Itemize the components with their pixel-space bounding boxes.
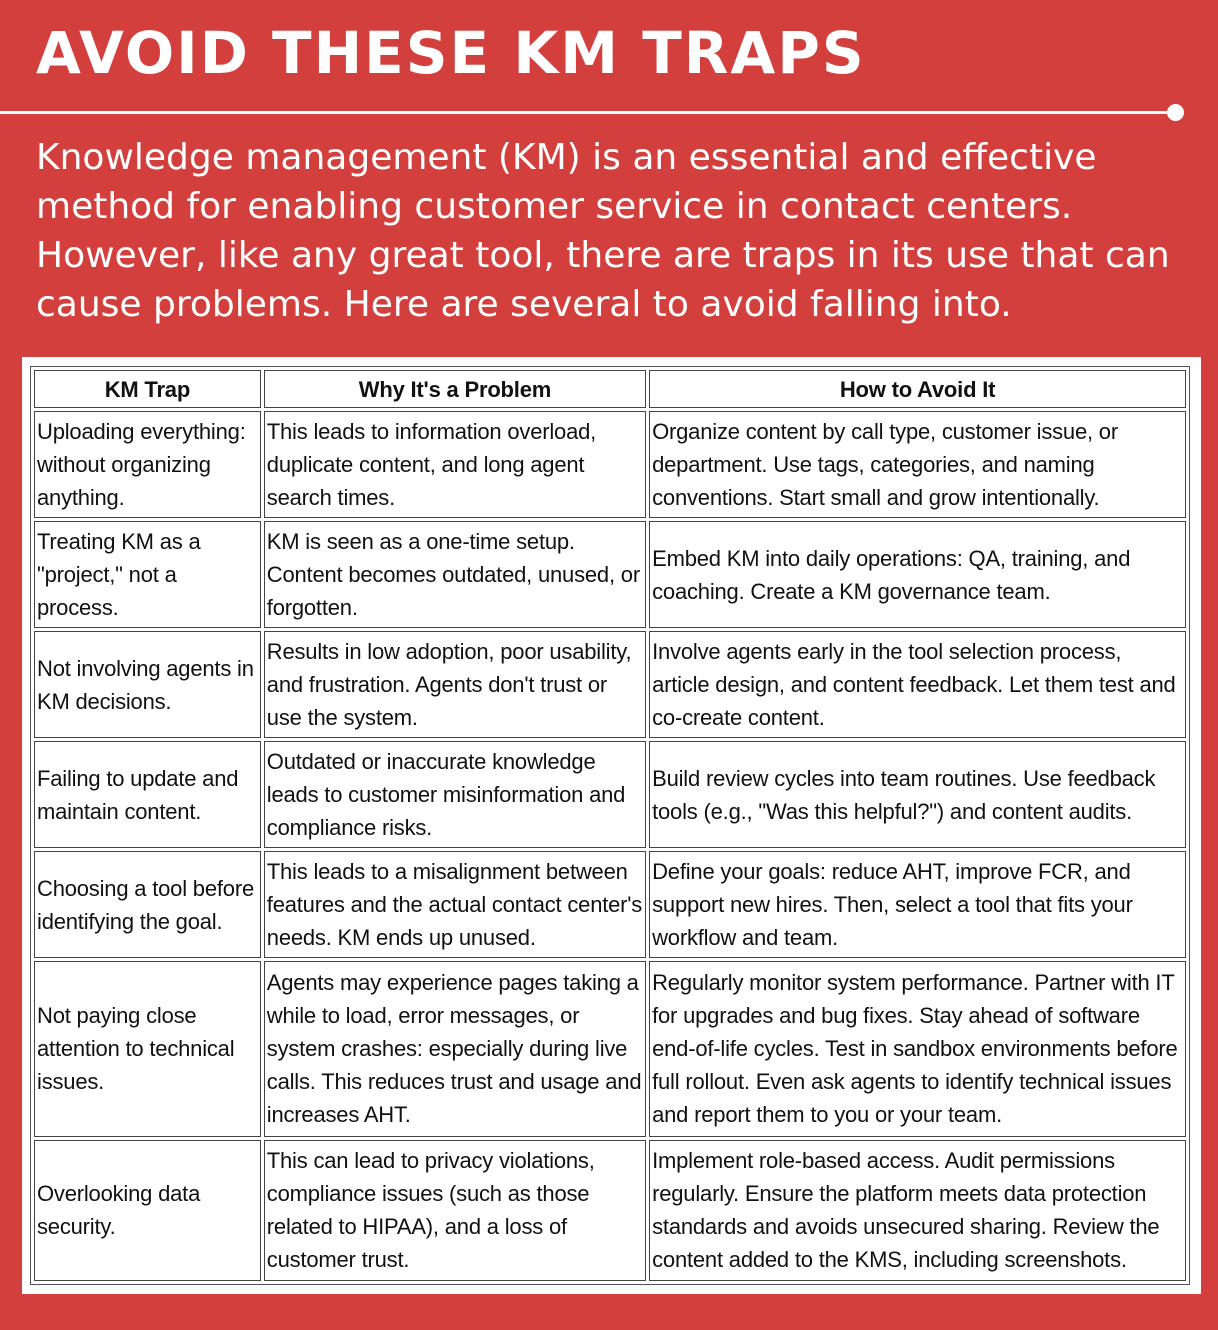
table-row	[34, 631, 1186, 738]
cell-avoid: Build review cycles into team routines. Use feedback tools (e.g., "Was this helpful?") and content audits.	[649, 741, 1186, 848]
table-panel	[22, 357, 1201, 1294]
cell-trap: Overlooking data security.	[34, 1140, 261, 1281]
header-how-to-avoid: How to Avoid It	[649, 370, 1186, 408]
cell-problem: Agents may experience pages taking a while to load, error messages, or system crashes: especially during live calls. This reduces trust and usage and increases AHT.	[264, 961, 646, 1137]
page-title: AVOID THESE KM TRAPS	[36, 19, 866, 87]
table-row	[34, 1140, 1186, 1281]
divider-dot	[1167, 104, 1184, 121]
cell-trap: Treating KM as a "project," not a process.	[34, 521, 261, 628]
cell-avoid: Embed KM into daily operations: QA, training, and coaching. Create a KM governance team.	[649, 521, 1186, 628]
cell-trap: Not involving agents in KM decisions.	[34, 631, 261, 738]
cell-problem: Results in low adoption, poor usability, and frustration. Agents don't trust or use the system.	[264, 631, 646, 738]
km-traps-table	[30, 366, 1190, 1285]
cell-avoid: Regularly monitor system performance. Partner with IT for upgrades and bug fixes. Stay ahead of software end-of-life cycles. Test in sandbox environments before full rollout. Even ask agents to identify technical issues and report them to you or your team.	[649, 961, 1186, 1137]
divider-line	[0, 111, 1176, 114]
cell-problem: This leads to a misalignment between features and the actual contact center's needs. KM ends up unused.	[264, 851, 646, 958]
table-row	[34, 961, 1186, 1137]
cell-trap: Uploading everything: without organizing anything.	[34, 411, 261, 518]
cell-trap: Choosing a tool before identifying the goal.	[34, 851, 261, 958]
cell-problem: KM is seen as a one-time setup. Content becomes outdated, unused, or forgotten.	[264, 521, 646, 628]
intro-paragraph: Knowledge management (KM) is an essential and effective method for enabling customer service in contact centers. However, like any great tool, there are traps in its use that can cause problems. Here are several to avoid falling into.	[36, 137, 1170, 325]
table-row	[34, 521, 1186, 628]
cell-problem: This leads to information overload, duplicate content, and long agent search times.	[264, 411, 646, 518]
header-km-trap: KM Trap	[34, 370, 261, 408]
cell-problem: Outdated or inaccurate knowledge leads to customer misinformation and compliance risks.	[264, 741, 646, 848]
table-row	[34, 741, 1186, 848]
table-row	[34, 851, 1186, 958]
cell-avoid: Organize content by call type, customer issue, or department. Use tags, categories, and naming conventions. Start small and grow intentionally.	[649, 411, 1186, 518]
cell-trap: Not paying close attention to technical issues.	[34, 961, 261, 1137]
cell-avoid: Implement role-based access. Audit permissions regularly. Ensure the platform meets data protection standards and avoids unsecured sharing. Review the content added to the KMS, including screenshots.	[649, 1140, 1186, 1281]
cell-trap: Failing to update and maintain content.	[34, 741, 261, 848]
header-why-problem: Why It's a Problem	[264, 370, 646, 408]
cell-problem: This can lead to privacy violations, compliance issues (such as those related to HIPAA), and a loss of customer trust.	[264, 1140, 646, 1281]
table-row	[34, 411, 1186, 518]
cell-avoid: Involve agents early in the tool selection process, article design, and content feedback. Let them test and co-create content.	[649, 631, 1186, 738]
cell-avoid: Define your goals: reduce AHT, improve FCR, and support new hires. Then, select a tool that fits your workflow and team.	[649, 851, 1186, 958]
table-header-row	[34, 370, 1186, 408]
